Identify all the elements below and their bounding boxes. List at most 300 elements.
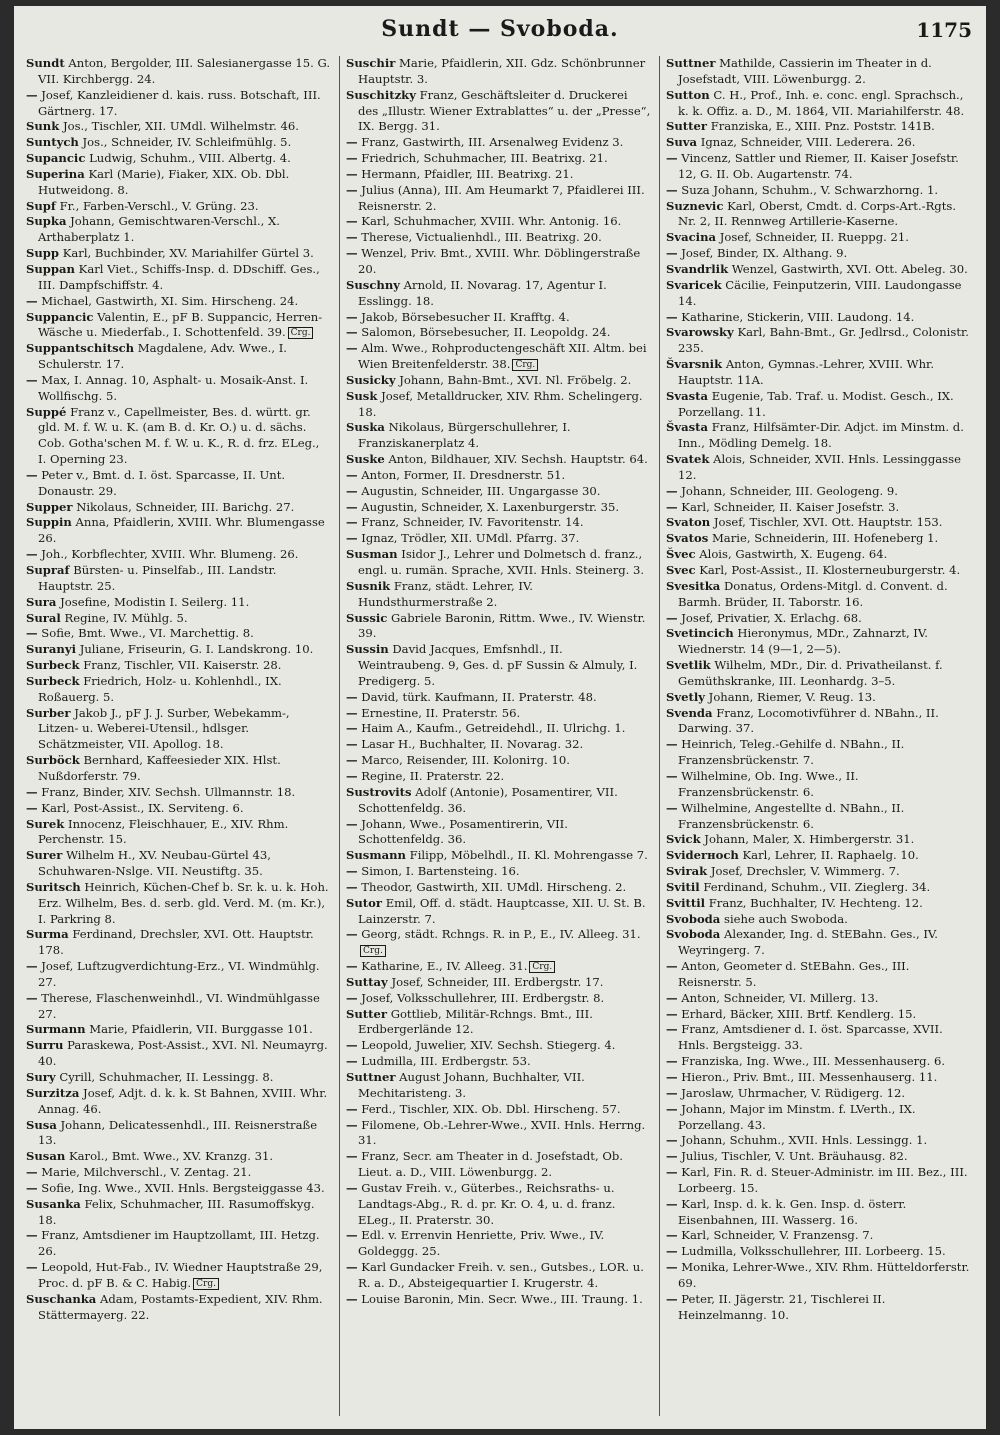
entry-text: Adam, Postamts-Expedient, XIV. Rhm. Stättermayerg. 22. — [38, 1291, 323, 1322]
entry-text: Cäcilie, Feinputzerin, VIII. Laudongasse 14. — [678, 277, 962, 308]
entry-text: Wilhelmine, Ob. Ing. Wwe., II. Franzensbrückenstr. 6. — [678, 768, 859, 799]
entry-name: Svetly — [666, 689, 705, 704]
directory-entry — [666, 183, 971, 199]
entry-name: Sutton — [666, 87, 710, 102]
entry-text: Max, I. Annag. 10, Asphalt- u. Mosaik-Anst. I. Wollfischg. 5. — [38, 372, 309, 403]
entry-text: Gustav Freih. v., Güterbes., Reichsraths- u. Landtags-Abg., R. d. pr. Kr. O. 4, u. d. franz. ELeg., II. Praterstr. 30. — [358, 1180, 616, 1227]
entry-text: Wenzel, Gastwirth, XVI. Ott. Abeleg. 30. — [731, 261, 968, 276]
directory-entry — [346, 991, 651, 1007]
directory-entry — [26, 1022, 331, 1038]
entry-text: Wilhelmine, Angestellte d. NBahn., II. Franzensbrückenstr. 6. — [678, 800, 905, 831]
entry-text: Juliane, Friseurin, G. I. Landskrong. 10. — [79, 642, 314, 657]
directory-entry — [346, 1070, 651, 1102]
directory-entry — [346, 373, 651, 389]
entry-text: Karl, Schneider, II. Kaiser Josefstr. 3. — [681, 499, 900, 514]
directory-entry — [666, 88, 971, 120]
entry-name: — — [666, 1291, 678, 1306]
directory-entry — [346, 230, 651, 246]
entry-text: Regine, II. Praterstr. 22. — [361, 768, 505, 783]
entry-text: Ignaz, Schneider, VIII. Lederera. 26. — [700, 135, 916, 150]
entry-text: Ludwig, Schuhm., VIII. Albertg. 4. — [89, 151, 291, 166]
entry-text: Karl, Post-Assist., II. Klosterneuburgerstr. 4. — [699, 563, 961, 577]
directory-entry — [666, 278, 971, 310]
entry-name: — — [666, 990, 678, 1005]
entry-text: Marie, Schneiderin, III. Hofeneberg 1. — [711, 531, 939, 546]
entry-badge: Crg. — [529, 961, 555, 973]
entry-text: Franziska, Ing. Wwe., III. Messenhauserg. 6. — [681, 1054, 946, 1069]
entry-text: Karl, Fin. R. d. Steuer-Administr. im III. Bez., III. Lorbeerg. 15. — [678, 1165, 968, 1195]
directory-entry — [346, 389, 651, 421]
entry-name: — — [26, 547, 38, 562]
entry-name: — — [666, 309, 678, 324]
directory-entry — [346, 721, 651, 737]
entry-text: Johann, Gemischtwaren-Verschl., X. Arthaberplatz 1. — [38, 214, 280, 245]
entry-name: Svetlik — [666, 658, 711, 673]
entry-text: Georg, städt. Rchngs. R. in P., E., IV. Alleeg. 31. — [361, 927, 641, 942]
entry-name: Suschir — [346, 56, 396, 70]
entry-text: Anton, Schneider, VI. Millerg. 13. — [681, 990, 879, 1005]
entry-name: — — [666, 1070, 678, 1084]
directory-entry — [26, 341, 331, 373]
entry-name: — — [666, 1054, 678, 1069]
entry-name: Švasta — [666, 420, 709, 435]
entry-text: Arnold, II. Novarag. 17, Agentur I. Esslingg. 18. — [358, 277, 607, 308]
entry-name: — — [26, 1228, 38, 1243]
entry-name: — — [26, 990, 38, 1005]
entry-text: Isidor J., Lehrer und Dolmetsch d. franz., engl. u. rumän. Sprache, XVII. Hnls. Steinerg. 3. — [358, 547, 645, 577]
entry-text: Alois, Gastwirth, X. Eugeng. 64. — [699, 547, 888, 562]
directory-entry — [26, 801, 331, 817]
entry-name: — — [666, 1133, 678, 1148]
entry-name: Suppé — [26, 404, 67, 419]
entry-name: — — [666, 959, 678, 974]
directory-entry — [666, 864, 971, 880]
entry-name: Surma — [26, 927, 69, 942]
entry-text: Katharine, E., IV. Alleeg. 31. — [361, 959, 528, 974]
directory-entry — [346, 468, 651, 484]
entry-name: Svatek — [666, 452, 710, 467]
directory-entry — [346, 310, 651, 326]
entry-text: Josef, Adjt. d. k. k. St Bahnen, XVIII. Whr. Annag. 46. — [38, 1085, 328, 1116]
entry-name: Suppan — [26, 261, 75, 276]
entry-name: Sussic — [346, 610, 388, 625]
entry-name: Surer — [26, 848, 63, 863]
directory-entry — [666, 690, 971, 706]
directory-entry — [346, 959, 651, 975]
directory-entry — [666, 56, 971, 88]
entry-name: Surmann — [26, 1022, 86, 1037]
directory-entry — [26, 515, 331, 547]
entry-text: Ferdinand, Drechsler, XVI. Ott. Hauptstr. 178. — [38, 927, 314, 958]
entry-text: Josef, Privatier, X. Erlachg. 68. — [681, 610, 862, 625]
directory-entry — [26, 373, 331, 405]
entry-text: Peter v., Bmt. d. I. öst. Sparcasse, II. Unt. Donaustr. 29. — [38, 467, 286, 498]
entry-text: Jaroslaw, Uhrmacher, V. Rüdigerg. 12. — [681, 1085, 906, 1100]
entry-name: Svenda — [666, 705, 713, 720]
entry-badge: Crg. — [288, 327, 314, 339]
entry-text: Josef, Luftzugverdichtung-Erz., VI. Windmühlg. 27. — [38, 959, 320, 989]
entry-name: Svirak — [666, 864, 708, 879]
entry-name: Supp — [26, 246, 60, 261]
entry-name: — — [346, 325, 358, 340]
directory-entry — [666, 737, 971, 769]
directory-entry — [666, 801, 971, 833]
directory-entry — [666, 420, 971, 452]
directory-entry — [666, 611, 971, 627]
entry-text: Marie, Milchverschl., V. Zentag. 21. — [41, 1165, 252, 1180]
entry-name: — — [666, 1260, 678, 1275]
directory-entry — [666, 119, 971, 135]
entry-name: — — [666, 1196, 678, 1211]
directory-entry — [26, 848, 331, 880]
entry-text: August Johann, Buchhalter, VII. Mechitaristeng. 3. — [358, 1070, 585, 1100]
entry-name: Svick — [666, 832, 701, 847]
entry-text: Felix, Schuhmacher, III. Rasumoffskyg. 18. — [38, 1196, 315, 1227]
entry-name: Suppin — [26, 515, 72, 530]
directory-entry — [666, 135, 971, 151]
entry-text: Julius, Tischler, V. Unt. Bräuhausg. 82. — [681, 1149, 908, 1164]
page-number: 1175 — [916, 18, 972, 42]
directory-entry — [346, 500, 651, 516]
directory-entry — [666, 563, 971, 579]
directory-entry — [26, 262, 331, 294]
entry-text: Nikolaus, Schneider, III. Barichg. 27. — [76, 499, 295, 514]
directory-entry — [666, 896, 971, 912]
directory-entry — [26, 1038, 331, 1070]
entry-text: Franz, Schneider, IV. Favoritenstr. 14. — [361, 515, 584, 530]
entry-text: Vincenz, Sattler und Riemer, II. Kaiser Josefstr. 12, G. II. Ob. Augartenstr. 74. — [678, 151, 959, 181]
directory-entry — [666, 927, 971, 959]
directory-entry — [26, 56, 331, 88]
entry-text: Ferdinand, Schuhm., VII. Zieglerg. 34. — [703, 879, 931, 894]
directory-entry — [666, 706, 971, 738]
entry-name: Sussin — [346, 642, 389, 657]
entry-text: Karl, Bahn-Bmt., Gr. Jedlrsd., Colonistr. 235. — [678, 325, 969, 356]
directory-entry — [666, 515, 971, 531]
entry-name: — — [666, 1022, 678, 1037]
directory-entry — [26, 167, 331, 199]
entry-badge: Crg. — [193, 1278, 219, 1290]
entry-text: Anton, Bildhauer, XIV. Sechsh. Hauptstr. 64. — [388, 452, 648, 467]
entry-text: Paraskewa, Post-Assist., XVI. Nl. Neumayrg. 40. — [38, 1038, 328, 1069]
entry-name: Suske — [346, 452, 385, 467]
directory-entry — [26, 642, 331, 658]
entry-name: — — [346, 1260, 358, 1275]
entry-text: Josefine, Modistin I. Seilerg. 11. — [60, 594, 250, 609]
entry-text: Michael, Gastwirth, XI. Sim. Hirscheng. 24. — [41, 293, 299, 308]
entry-name: Suppantschitsch — [26, 341, 135, 356]
entry-text: C. H., Prof., Inh. e. conc. engl. Sprachsch., k. k. Offiz. a. D., M. 1864, VII. Mariahilferstr. 48. — [678, 87, 965, 118]
entry-name: Supraf — [26, 563, 70, 577]
directory-entry — [666, 547, 971, 563]
directory-entry — [26, 88, 331, 120]
directory-entry — [346, 452, 651, 468]
entry-text: Simon, I. Bartensteing. 16. — [361, 864, 520, 879]
directory-entry — [26, 199, 331, 215]
directory-entry — [26, 1086, 331, 1118]
directory-entry — [666, 880, 971, 896]
directory-entry — [346, 817, 651, 849]
entry-name: Suska — [346, 420, 385, 435]
entry-name: Suttay — [346, 974, 388, 989]
directory-entry — [346, 1292, 651, 1308]
directory-entry — [666, 1102, 971, 1134]
entry-text: Peter, II. Jägerstr. 21, Tischlerei II. Heinzelmanng. 10. — [678, 1291, 886, 1322]
entry-name: Susnik — [346, 578, 391, 593]
directory-entry — [666, 484, 971, 500]
directory-entry — [26, 611, 331, 627]
directory-entry — [346, 420, 651, 452]
directory-entry — [346, 183, 651, 215]
directory-entry — [666, 959, 971, 991]
entry-name: — — [346, 1117, 358, 1132]
entry-text: Franziska, E., XIII. Pnz. Poststr. 141B. — [710, 119, 935, 134]
directory-entry — [666, 262, 971, 278]
entry-name: Susicky — [346, 372, 396, 387]
directory-entry — [26, 151, 331, 167]
directory-entry — [346, 737, 651, 753]
directory-entry — [26, 310, 331, 342]
directory-entry — [666, 357, 971, 389]
entry-name: — — [666, 151, 678, 166]
directory-entry — [346, 880, 651, 896]
entry-text: Alexander, Ing. d. StEBahn. Ges., IV. Weyringerg. 7. — [678, 927, 938, 958]
entry-name: — — [346, 1054, 358, 1069]
directory-entry — [346, 769, 651, 785]
entry-text: Katharine, Stickerin, VIII. Laudong. 14. — [681, 309, 915, 324]
entry-name: Sura — [26, 594, 57, 609]
entry-text: Friedrich, Holz- u. Kohlenhdl., IX. Roßauerg. 5. — [38, 673, 282, 704]
entry-name: Švarsnik — [666, 357, 723, 372]
entry-name: Susman — [346, 547, 398, 562]
entry-text: Theodor, Gastwirth, XII. UMdl. Hirscheng. 2. — [361, 879, 627, 894]
directory-entry — [666, 848, 971, 864]
directory-entry — [666, 389, 971, 421]
directory-entry — [346, 642, 651, 690]
directory-entry — [26, 785, 331, 801]
entry-name: Surber — [26, 705, 71, 720]
entry-text: Sofie, Bmt. Wwe., VI. Marchettig. 8. — [41, 626, 254, 641]
entry-text: Gottlieb, Militär-Rchngs. Bmt., III. Erdbergerlände 12. — [358, 1006, 593, 1037]
entry-name: Sviderноch — [666, 848, 739, 863]
entry-name: Susmann — [346, 848, 406, 863]
entry-text: Bürsten- u. Pinselfab., III. Landstr. Hauptstr. 25. — [38, 563, 277, 593]
entry-name: Suznevic — [666, 198, 724, 213]
entry-text: Donatus, Ordens-Mitgl. d. Convent. d. Barmh. Brüder, II. Taborstr. 16. — [678, 578, 948, 609]
entry-badge: Crg. — [360, 945, 386, 957]
entry-name: Švec — [666, 547, 696, 562]
directory-entry — [26, 658, 331, 674]
directory-entry — [346, 896, 651, 928]
directory-entry — [346, 1038, 651, 1054]
entry-text: Therese, Victualienhdl., III. Beatrixg. 20. — [361, 230, 602, 245]
entry-name: Svitil — [666, 879, 700, 894]
directory-entry — [666, 310, 971, 326]
entry-name: — — [346, 816, 358, 831]
entry-name: — — [346, 531, 358, 546]
entry-text: Heinrich, Teleg.-Gehilfe d. NBahn., II. Franzensbrückenstr. 7. — [678, 737, 905, 768]
directory-entry — [26, 595, 331, 611]
directory-entry — [26, 1165, 331, 1181]
entry-name: — — [26, 1180, 38, 1195]
entry-name: Supancic — [26, 151, 86, 166]
entry-name: — — [26, 372, 38, 387]
entry-name: Susk — [346, 388, 378, 403]
directory-entry — [26, 468, 331, 500]
directory-entry — [26, 500, 331, 516]
entry-text: Filomene, Ob.-Lehrer-Wwe., XVII. Hnls. Herrng. 31. — [358, 1117, 646, 1148]
entry-name: — — [346, 214, 358, 229]
entry-text: Josef, Kanzleidiener d. kais. russ. Botschaft, III. Gärtnerg. 17. — [38, 87, 321, 118]
entry-name: Svaricek — [666, 277, 722, 292]
entry-name: — — [346, 483, 358, 498]
entry-name: Sundt — [26, 56, 65, 70]
entry-text: Salomon, Börsebesucher, II. Leopoldg. 24. — [361, 325, 611, 340]
entry-badge: Crg. — [512, 359, 538, 371]
entry-text: Eugenie, Tab. Traf. u. Modist. Gesch., IX. Porzellang. 11. — [678, 388, 954, 419]
entry-name: Suttner — [346, 1070, 396, 1084]
entry-name: Susanka — [26, 1196, 81, 1211]
entry-name: Svasta — [666, 388, 709, 403]
entry-name: — — [26, 626, 38, 641]
directory-entry — [26, 1118, 331, 1150]
directory-entry — [26, 959, 331, 991]
entry-name: — — [346, 864, 358, 879]
entry-name: — — [346, 737, 358, 752]
entry-text: Karl, Buchbinder, XV. Mariahilfer Gürtel 3. — [62, 246, 314, 261]
entry-name: — — [666, 1085, 678, 1100]
column-1 — [26, 56, 331, 1416]
entry-text: Ernestine, II. Praterstr. 56. — [361, 705, 521, 720]
directory-entry — [346, 864, 651, 880]
directory-entry — [666, 832, 971, 848]
directory-entry — [26, 246, 331, 262]
entry-text: Leopold, Hut-Fab., IV. Wiedner Hauptstraße 29, Proc. d. pF B. & C. Habig. — [38, 1260, 323, 1290]
entry-name: Svoboda — [666, 911, 721, 926]
directory-entry — [666, 991, 971, 1007]
entry-text: Josef, Schneider, III. Erdbergstr. 17. — [391, 974, 604, 989]
directory-entry — [666, 452, 971, 484]
entry-text: Johann, Riemer, V. Reug. 13. — [708, 689, 876, 704]
directory-entry — [346, 278, 651, 310]
directory-entry — [346, 1007, 651, 1039]
entry-name: Svacina — [666, 230, 717, 245]
entry-text: Filipp, Möbelhdl., II. Kl. Mohrengasse 7. — [409, 848, 648, 863]
entry-name: — — [26, 1165, 38, 1180]
entry-name: Surböck — [26, 753, 80, 768]
directory-entry — [26, 119, 331, 135]
directory-entry — [346, 515, 651, 531]
entry-text: Sofie, Ing. Wwe., XVII. Hnls. Bergsteiggasse 43. — [41, 1180, 325, 1195]
entry-name: Svoboda — [666, 927, 721, 942]
entry-text: siehe auch Swoboda. — [724, 911, 848, 926]
entry-name: Svarowsky — [666, 325, 734, 340]
entry-text: Therese, Flaschenweinhdl., VI. Windmühlgasse 27. — [38, 990, 320, 1021]
entry-text: Karl, Insp. d. k. k. Gen. Insp. d. österr. Eisenbahnen, III. Wasserg. 16. — [678, 1196, 907, 1227]
entry-text: Franz, Buchhalter, IV. Hechteng. 12. — [708, 895, 923, 910]
directory-entry — [346, 325, 651, 341]
entry-text: Karl (Marie), Fiaker, XIX. Ob. Dbl. Hutweidong. 8. — [38, 166, 290, 197]
directory-entry — [26, 753, 331, 785]
directory-entry — [666, 769, 971, 801]
entry-name: Suschanka — [26, 1291, 97, 1306]
entry-name: — — [666, 499, 678, 514]
directory-entry — [26, 1181, 331, 1197]
entry-name: Sutor — [346, 895, 382, 910]
entry-text: Franz, Amtsdiener im Hauptzollamt, III. Hetzg. 26. — [38, 1228, 320, 1259]
entry-text: Josef, Schneider, II. Rueppg. 21. — [719, 230, 909, 245]
directory-entry — [346, 341, 651, 373]
entry-text: Hieron., Priv. Bmt., III. Messenhauserg. 11. — [681, 1070, 938, 1084]
entry-text: Karl, Post-Assist., IX. Serviteng. 6. — [41, 800, 244, 815]
directory-entry — [666, 1070, 971, 1086]
entry-name: — — [666, 1228, 678, 1243]
entry-text: Johann, Schuhm., XVII. Hnls. Lessingg. 1. — [681, 1133, 928, 1148]
directory-entry — [666, 1260, 971, 1292]
directory-entry — [346, 214, 651, 230]
entry-text: Karl, Lehrer, II. Raphaelg. 10. — [742, 848, 919, 863]
entry-text: Johann, Wwe., Posamentirerin, VII. Schottenfeldg. 36. — [358, 816, 568, 847]
page-header — [14, 16, 986, 48]
directory-entry — [666, 1133, 971, 1149]
directory-entry — [26, 405, 331, 468]
entry-text: Gabriele Baronin, Rittm. Wwe., IV. Wienstr. 39. — [358, 610, 646, 641]
entry-text: Franz, Geschäftsleiter d. Druckerei des „Illustr. Wiener Extrablattes“ u. der „Presse“, IX. Bergg. 31. — [358, 87, 651, 134]
directory-entry — [346, 1181, 651, 1229]
directory-entry — [666, 230, 971, 246]
entry-name: — — [26, 784, 38, 799]
entry-text: Innocenz, Fleischhauer, E., XIV. Rhm. Perchenstr. 15. — [38, 816, 289, 847]
entry-text: Suza Johann, Schuhm., V. Schwarzhorng. 1. — [681, 182, 939, 197]
directory-entry — [666, 199, 971, 231]
directory-entry — [666, 500, 971, 516]
entry-name: — — [346, 467, 358, 482]
entry-name: — — [346, 135, 358, 150]
directory-entry — [346, 753, 651, 769]
entry-text: Karl, Schneider, V. Franzensg. 7. — [681, 1228, 874, 1243]
directory-entry — [346, 246, 651, 278]
entry-name: Svesitka — [666, 578, 721, 593]
entry-text: Josef, Tischler, XVI. Ott. Hauptstr. 153. — [713, 515, 943, 530]
entry-text: Friedrich, Schuhmacher, III. Beatrixg. 21. — [361, 151, 608, 166]
entry-name: — — [666, 1006, 678, 1021]
entry-name: — — [346, 721, 358, 736]
entry-text: Anton, Bergolder, III. Salesianergasse 15. G. VII. Kirchbergg. 24. — [38, 56, 331, 86]
entry-text: Franz, Tischler, VII. Kaiserstr. 28. — [83, 658, 282, 673]
directory-entry — [346, 927, 651, 959]
directory-entry — [26, 294, 331, 310]
entry-name: — — [346, 246, 358, 261]
directory-entry — [666, 579, 971, 611]
entry-text: Edl. v. Errenvin Henriette, Priv. Wwe., IV. Goldeggg. 25. — [358, 1228, 605, 1259]
entry-text: Josef, Binder, IX. Althang. 9. — [681, 246, 848, 261]
entry-name: — — [346, 1291, 358, 1306]
entry-text: Emil, Off. d. städt. Hauptcasse, XII. U. St. B. Lainzerstr. 7. — [358, 895, 646, 926]
entry-name: — — [26, 1260, 38, 1275]
entry-name: Sutter — [346, 1006, 387, 1021]
entry-text: Alois, Schneider, XVII. Hnls. Lessinggasse 12. — [678, 452, 961, 482]
directory-entry — [26, 547, 331, 563]
directory-entry — [346, 167, 651, 183]
entry-text: Franz, Amtsdiener d. I. öst. Sparcasse, XVII. Hnls. Bergsteigg. 33. — [678, 1022, 943, 1053]
entry-name: — — [666, 1244, 678, 1259]
directory-entry — [666, 626, 971, 658]
entry-name: — — [26, 959, 38, 974]
directory-entry — [346, 547, 651, 579]
entry-name: Svetincich — [666, 626, 734, 641]
directory-entry — [346, 484, 651, 500]
page-title: Sundt — Svoboda. — [381, 16, 619, 42]
